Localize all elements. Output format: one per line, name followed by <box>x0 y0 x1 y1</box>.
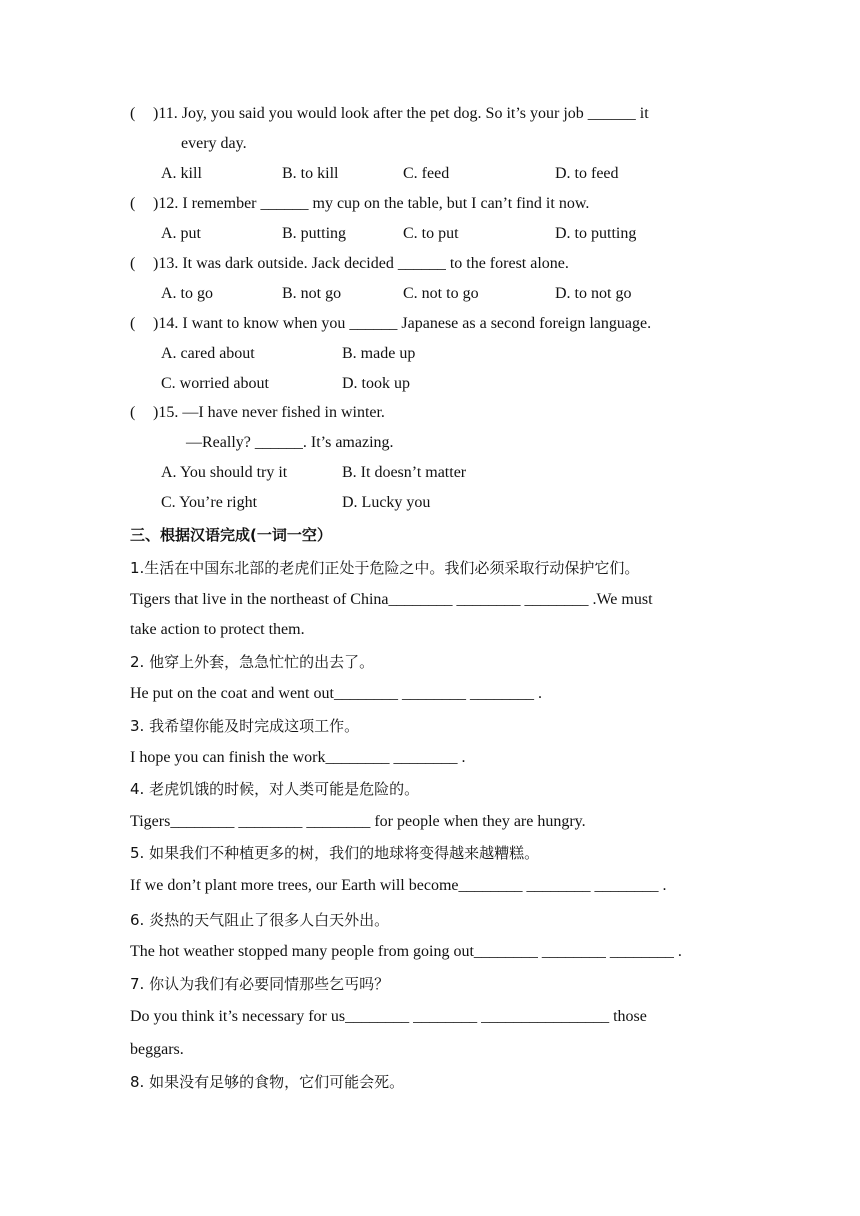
q14-option-c: C. worried about <box>161 375 269 392</box>
q14-paren: ( <box>130 315 136 332</box>
item-3-chinese: 3. 我希望你能及时完成这项工作。 <box>130 717 360 735</box>
item-4-english: Tigers________ ________ ________ for people when they are hungry. <box>130 813 586 830</box>
item-1-english-cont: take action to protect them. <box>130 621 305 638</box>
q11-option-c: C. feed <box>403 165 450 182</box>
item-1-chinese: 1.生活在中国东北部的老虎们正处于危险之中。我们必须采取行动保护它们。 <box>130 559 640 577</box>
q15-stem-cont: —Really? ______. It’s amazing. <box>186 434 394 451</box>
q13-option-a: A. to go <box>161 285 213 302</box>
q15-stem: )15. —I have never fished in winter. <box>153 404 385 421</box>
q11-paren: ( <box>130 105 136 122</box>
q12-option-c: C. to put <box>403 225 459 242</box>
q13-option-b: B. not go <box>282 285 342 302</box>
q13-option-c: C. not to go <box>403 285 479 302</box>
q12-option-a: A. put <box>161 225 201 242</box>
item-3-english: I hope you can finish the work________ ________ . <box>130 749 466 766</box>
q12-stem: )12. I remember ______ my cup on the table, but I can’t find it now. <box>153 195 590 212</box>
item-5-english: If we don’t plant more trees, our Earth will become________ ________ ________ . <box>130 877 667 894</box>
item-8-chinese: 8. 如果没有足够的食物，它们可能会死。 <box>130 1073 405 1091</box>
q13-paren: ( <box>130 255 136 272</box>
section-3-heading: 三、根据汉语完成(一词一空） <box>130 526 332 544</box>
q11-option-b: B. to kill <box>282 165 339 182</box>
q11-stem-cont: every day. <box>181 135 247 152</box>
q14-option-a: A. cared about <box>161 345 255 362</box>
q13-option-d: D. to not go <box>555 285 632 302</box>
item-6-english: The hot weather stopped many people from going out________ ________ ________ . <box>130 943 682 960</box>
item-6-chinese: 6. 炎热的天气阻止了很多人白天外出。 <box>130 911 390 929</box>
q14-option-d: D. took up <box>342 375 410 392</box>
item-7-english-cont: beggars. <box>130 1041 184 1058</box>
q15-option-b: B. It doesn’t matter <box>342 464 467 481</box>
item-7-chinese: 7. 你认为我们有必要同情那些乞丐吗？ <box>130 975 390 993</box>
q14-option-b: B. made up <box>342 345 416 362</box>
q12-option-b: B. putting <box>282 225 347 242</box>
q12-option-d: D. to putting <box>555 225 637 242</box>
item-1-english: Tigers that live in the northeast of China________ ________ ________ .We must <box>130 591 653 608</box>
item-2-chinese: 2. 他穿上外套，急急忙忙的出去了。 <box>130 653 375 671</box>
q13-stem: )13. It was dark outside. Jack decided ______ to the forest alone. <box>153 255 569 272</box>
item-7-english: Do you think it’s necessary for us________ ________ ________________ those <box>130 1008 647 1025</box>
item-4-chinese: 4. 老虎饥饿的时候，对人类可能是危险的。 <box>130 780 420 798</box>
q11-option-a: A. kill <box>161 165 202 182</box>
q15-option-d: D. Lucky you <box>342 494 431 511</box>
q11-option-d: D. to feed <box>555 165 619 182</box>
q14-stem: )14. I want to know when you ______ Japanese as a second foreign language. <box>153 315 652 332</box>
q12-paren: ( <box>130 195 136 212</box>
q11-stem: )11. Joy, you said you would look after the pet dog. So it’s your job ______ it <box>153 105 649 122</box>
q15-option-a: A. You should try it <box>161 464 288 481</box>
q15-option-c: C. You’re right <box>161 494 258 511</box>
q15-paren: ( <box>130 404 136 421</box>
item-5-chinese: 5. 如果我们不种植更多的树，我们的地球将变得越来越糟糕。 <box>130 844 540 862</box>
item-2-english: He put on the coat and went out________ ________ ________ . <box>130 685 542 702</box>
